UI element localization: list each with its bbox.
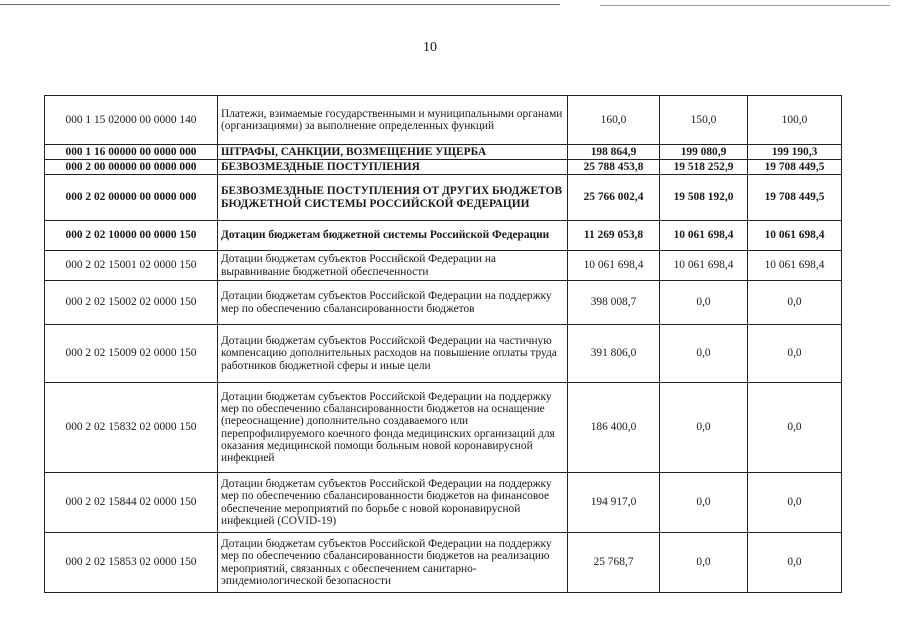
table-row: [45, 160, 842, 175]
value-year1-cell: 198 864,9: [568, 145, 660, 160]
revenue-name-cell: Дотации бюджетам субъектов Российской Федерации на частичную компенсацию дополнительных расходов на повышение оплаты труда работников бюджетной сферы и иные цели: [218, 325, 568, 383]
value-year1-cell: 398 008,7: [568, 281, 660, 325]
value-year3-cell: 0,0: [748, 281, 842, 325]
value-year2-cell: 0,0: [660, 473, 748, 533]
budget-code-cell: 000 2 02 00000 00 0000 000: [45, 175, 218, 221]
budget-code-cell: 000 2 02 15001 02 0000 150: [45, 251, 218, 281]
table-row: [45, 221, 842, 251]
table-row: [45, 281, 842, 325]
revenue-name-cell: Дотации бюджетам субъектов Российской Федерации на поддержку мер по обеспечению сбалансированности бюджетов на оснащение (переоснащение) дополнительно создаваемого или перепрофилируемого коечного фонда медицинских организаций для оказания медицинской помощи больным новой коронавирусной инфекцией: [218, 383, 568, 473]
scan-edge-line: [0, 4, 560, 5]
revenue-name-cell: Дотации бюджетам субъектов Российской Федерации на поддержку мер по обеспечению сбалансированности бюджетов: [218, 281, 568, 325]
value-year2-cell: 0,0: [660, 281, 748, 325]
value-year2-cell: 0,0: [660, 325, 748, 383]
value-year2-cell: 0,0: [660, 533, 748, 593]
budget-code-cell: 000 2 02 15844 02 0000 150: [45, 473, 218, 533]
value-year2-cell: 199 080,9: [660, 145, 748, 160]
table-row: [45, 533, 842, 593]
value-year1-cell: 194 917,0: [568, 473, 660, 533]
value-year3-cell: 199 190,3: [748, 145, 842, 160]
table-row: [45, 383, 842, 473]
value-year3-cell: 100,0: [748, 96, 842, 145]
budget-code-cell: 000 2 02 10000 00 0000 150: [45, 221, 218, 251]
value-year1-cell: 186 400,0: [568, 383, 660, 473]
value-year2-cell: 10 061 698,4: [660, 251, 748, 281]
value-year3-cell: 0,0: [748, 325, 842, 383]
value-year3-cell: 10 061 698,4: [748, 221, 842, 251]
value-year3-cell: 0,0: [748, 473, 842, 533]
revenue-name-cell: БЕЗВОЗМЕЗДНЫЕ ПОСТУПЛЕНИЯ: [218, 160, 568, 175]
table-row: [45, 145, 842, 160]
revenue-name-cell: Дотации бюджетам бюджетной системы Российской Федерации: [218, 221, 568, 251]
revenue-name-cell: Дотации бюджетам субъектов Российской Федерации на поддержку мер по обеспечению сбалансированности бюджетов на реализацию мероприятий, связанных с обеспечением санитарно-эпидемиологической безопасности: [218, 533, 568, 593]
value-year3-cell: 0,0: [748, 383, 842, 473]
value-year2-cell: 19 518 252,9: [660, 160, 748, 175]
budget-code-cell: 000 2 02 15832 02 0000 150: [45, 383, 218, 473]
table-row: [45, 473, 842, 533]
value-year2-cell: 0,0: [660, 383, 748, 473]
value-year1-cell: 25 788 453,8: [568, 160, 660, 175]
scan-edge-line-right: [600, 5, 890, 6]
budget-code-cell: 000 2 02 15853 02 0000 150: [45, 533, 218, 593]
budget-code-cell: 000 1 15 02000 00 0000 140: [45, 96, 218, 145]
value-year1-cell: 10 061 698,4: [568, 251, 660, 281]
revenue-name-cell: Платежи, взимаемые государственными и муниципальными органами (организациями) за выполнение определенных функций: [218, 96, 568, 145]
table-row: [45, 175, 842, 221]
revenue-name-cell: БЕЗВОЗМЕЗДНЫЕ ПОСТУПЛЕНИЯ ОТ ДРУГИХ БЮДЖЕТОВ БЮДЖЕТНОЙ СИСТЕМЫ РОССИЙСКОЙ ФЕДЕРАЦИИ: [218, 175, 568, 221]
value-year1-cell: 25 766 002,4: [568, 175, 660, 221]
value-year1-cell: 160,0: [568, 96, 660, 145]
budget-code-cell: 000 1 16 00000 00 0000 000: [45, 145, 218, 160]
value-year2-cell: 10 061 698,4: [660, 221, 748, 251]
value-year3-cell: 19 708 449,5: [748, 160, 842, 175]
value-year2-cell: 19 508 192,0: [660, 175, 748, 221]
budget-code-cell: 000 2 00 00000 00 0000 000: [45, 160, 218, 175]
revenue-name-cell: Дотации бюджетам субъектов Российской Федерации на выравнивание бюджетной обеспеченности: [218, 251, 568, 281]
page-number: 10: [423, 40, 437, 55]
table-row: [45, 325, 842, 383]
value-year3-cell: 10 061 698,4: [748, 251, 842, 281]
table-row: [45, 251, 842, 281]
revenue-name-cell: Дотации бюджетам субъектов Российской Федерации на поддержку мер по обеспечению сбалансированности бюджетов на финансовое обеспечение мероприятий по борьбе с новой коронавирусной инфекцией (COVID-19): [218, 473, 568, 533]
value-year3-cell: 19 708 449,5: [748, 175, 842, 221]
value-year1-cell: 11 269 053,8: [568, 221, 660, 251]
budget-revenue-table: [44, 95, 842, 593]
value-year1-cell: 391 806,0: [568, 325, 660, 383]
value-year2-cell: 150,0: [660, 96, 748, 145]
budget-code-cell: 000 2 02 15002 02 0000 150: [45, 281, 218, 325]
revenue-name-cell: ШТРАФЫ, САНКЦИИ, ВОЗМЕЩЕНИЕ УЩЕРБА: [218, 145, 568, 160]
budget-code-cell: 000 2 02 15009 02 0000 150: [45, 325, 218, 383]
value-year1-cell: 25 768,7: [568, 533, 660, 593]
value-year3-cell: 0,0: [748, 533, 842, 593]
table-row: [45, 96, 842, 145]
